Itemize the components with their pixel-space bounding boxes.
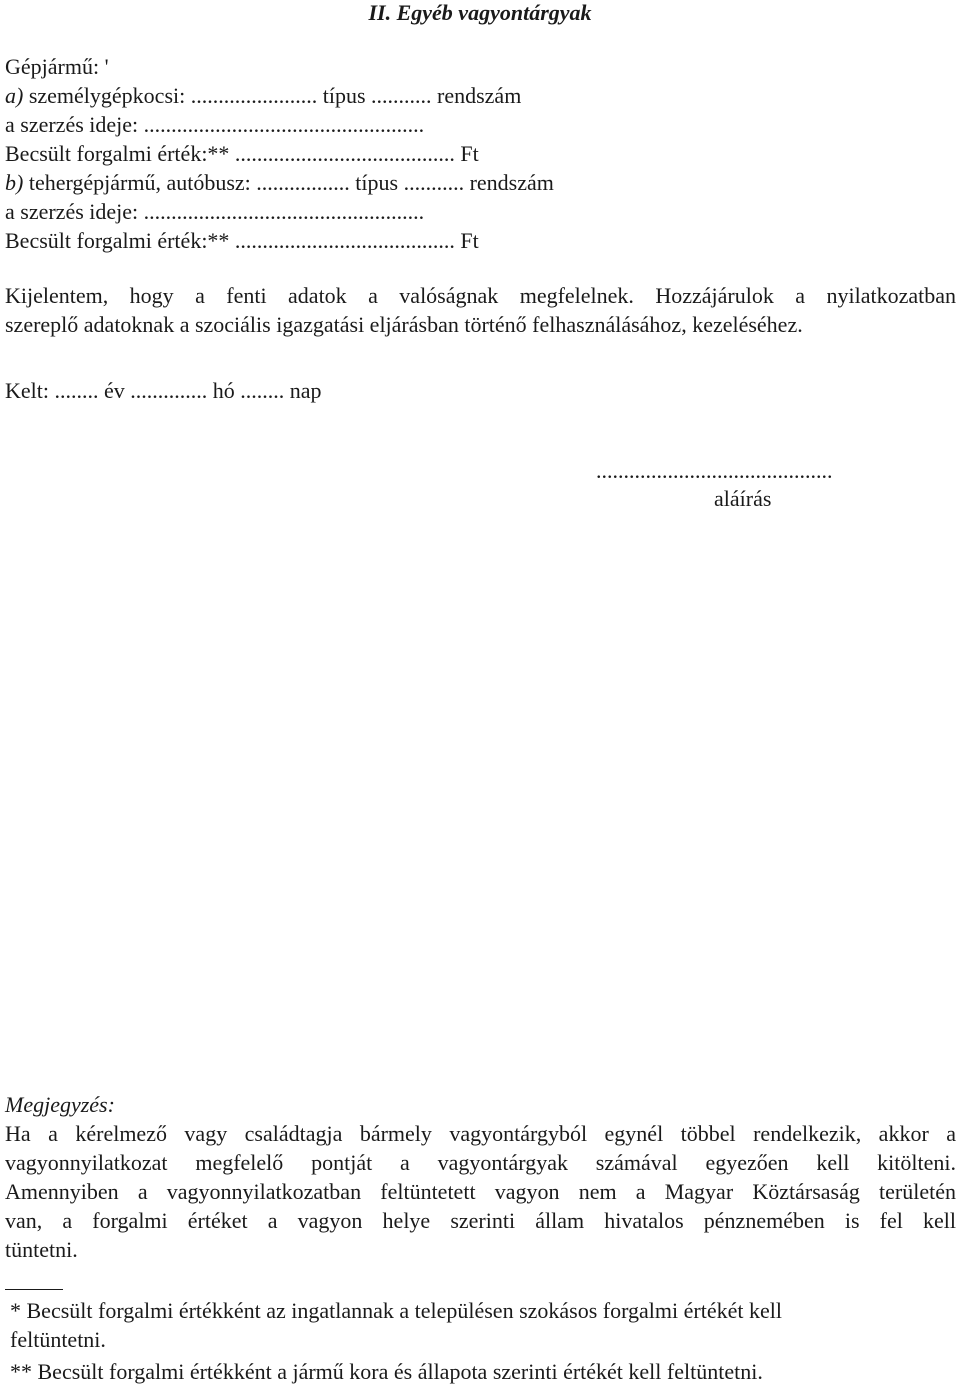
note-heading: Megjegyzés: bbox=[5, 1092, 115, 1117]
section-title: II. Egyéb vagyontárgyak bbox=[368, 0, 592, 25]
note-line-5: tüntetni. bbox=[5, 1237, 78, 1262]
declaration-line-1: Kijelentem, hogy a fenti adatok a valóságnak megfelelnek. Hozzájárulok a nyilatkozatban bbox=[5, 283, 956, 308]
note-line-2: vagyonnyilatkozat megfelelő pontját a vagyontárgyak számával egyezően kell kitölteni. bbox=[5, 1150, 956, 1175]
note-line-4: van, a forgalmi értéket a vagyon helye szerinti állam hivatalos pénznemében is fel kell bbox=[5, 1208, 956, 1233]
truck-line-type bbox=[5, 168, 554, 197]
signature-label: aláírás bbox=[714, 486, 772, 511]
car-line-type bbox=[5, 81, 521, 110]
car-label: a) bbox=[5, 83, 24, 108]
car-acquisition-date: a szerzés ideje: ................................................... bbox=[5, 112, 425, 137]
truck-acquisition-date: a szerzés ideje: ................................................... bbox=[5, 199, 425, 224]
vehicle-heading: Gépjármű: ' bbox=[5, 54, 109, 79]
truck-type-text: tehergépjármű, autóbusz: ................. típus ........... rendszám bbox=[23, 170, 554, 195]
footnote-divider bbox=[5, 1289, 63, 1290]
note-line-3: Amennyiben a vagyonnyilatkozatban feltüntetett vagyon nem a Magyar Köztársaság területén bbox=[5, 1179, 956, 1204]
truck-market-value: Becsült forgalmi érték:** ........................................ Ft bbox=[5, 228, 479, 253]
car-market-value: Becsült forgalmi érték:** ........................................ Ft bbox=[5, 141, 479, 166]
footnote-1-line-2: feltüntetni. bbox=[10, 1327, 106, 1352]
car-type-text: személygépkocsi: ....................... típus ........... rendszám bbox=[23, 83, 522, 108]
signature-line: ........................................... bbox=[596, 458, 833, 483]
footnote-2: ** Becsült forgalmi értékként a jármű kora és állapota szerinti értékét kell feltüntetni. bbox=[10, 1359, 763, 1384]
declaration-line-2: szereplő adatoknak a szociális igazgatási eljárásban történő felhasználásához, kezeléséhez. bbox=[5, 312, 803, 337]
note-line-1: Ha a kérelmező vagy családtagja bármely vagyontárgyból egynél többel rendelkezik, akkor a bbox=[5, 1121, 956, 1146]
footnote-1-line-1: * Becsült forgalmi értékként az ingatlannak a településen szokásos forgalmi értékét kell bbox=[10, 1298, 782, 1323]
truck-label: b) bbox=[5, 170, 24, 195]
date-line: Kelt: ........ év .............. hó ........ nap bbox=[5, 378, 322, 403]
